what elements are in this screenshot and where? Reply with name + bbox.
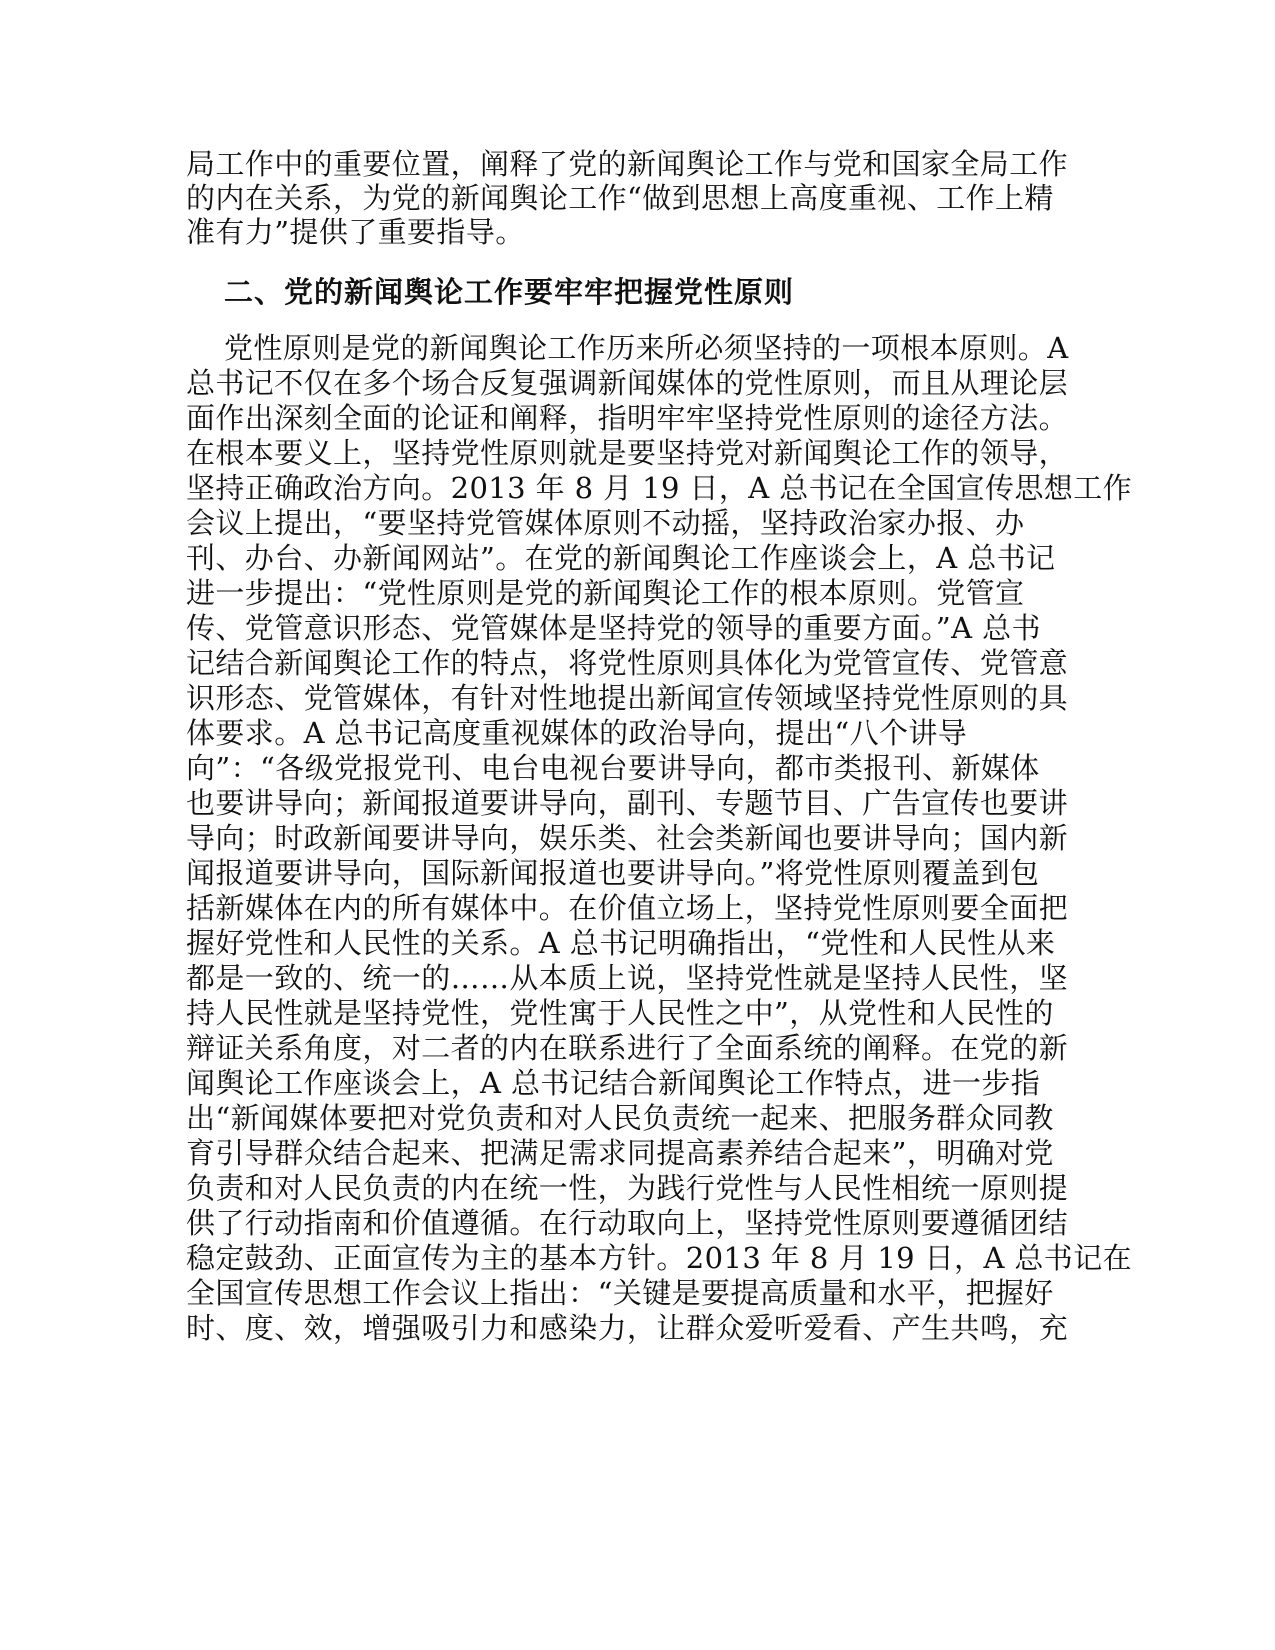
text-line: 时、度、效，增强吸引力和感染力，让群众爱听爱看、产生共鸣，充 bbox=[186, 1311, 1069, 1345]
text-line: 闻报道要讲导向，国际新闻报道也要讲导向。”将党性原则覆盖到包 bbox=[186, 856, 1040, 890]
text-line: 进一步提出：“党性原则是党的新闻舆论工作的根本原则。党管宣 bbox=[186, 576, 1025, 610]
text-line: 记结合新闻舆论工作的特点，将党性原则具体化为党管宣传、党管意 bbox=[186, 646, 1069, 680]
text-line: 出“新闻媒体要把对党负责和对人民负责统一起来、把服务群众同教 bbox=[186, 1101, 1054, 1135]
text-line: 全国宣传思想工作会议上指出：“关键是要提高质量和水平，把握好 bbox=[186, 1276, 1054, 1310]
section-heading: 二、党的新闻舆论工作要牢牢把握党性原则 bbox=[224, 275, 795, 309]
text-line: 的内在关系，为党的新闻舆论工作“做到思想上高度重视、工作上精 bbox=[186, 181, 1054, 215]
text-line: 局工作中的重要位置，阐释了党的新闻舆论工作与党和国家全局工作 bbox=[186, 147, 1069, 181]
text-line: 坚持正确政治方向。2013 年 8 月 19 日，A 总书记在全国宣传思想工作 bbox=[186, 471, 1133, 505]
text-line: 刊、办台、办新闻网站”。在党的新闻舆论工作座谈会上，A 总书记 bbox=[186, 541, 1056, 575]
text-line: 准有力”提供了重要指导。 bbox=[186, 215, 525, 249]
text-line: 在根本要义上，坚持党性原则就是要坚持党对新闻舆论工作的领导， bbox=[186, 436, 1069, 470]
text-line: 辩证关系角度，对二者的内在联系进行了全面系统的阐释。在党的新 bbox=[186, 1031, 1069, 1065]
text-line: 识形态、党管媒体，有针对性地提出新闻宣传领域坚持党性原则的具 bbox=[186, 681, 1069, 715]
text-line: 握好党性和人民性的关系。A 总书记明确指出，“党性和人民性从来 bbox=[186, 926, 1056, 960]
text-line: 括新媒体在内的所有媒体中。在价值立场上，坚持党性原则要全面把 bbox=[186, 891, 1069, 925]
text-line: 向”：“各级党报党刊、电台电视台要讲导向，都市类报刊、新媒体 bbox=[186, 751, 1040, 785]
text-line: 负责和对人民负责的内在统一性，为践行党性与人民性相统一原则提 bbox=[186, 1171, 1069, 1205]
text-line: 传、党管意识形态、党管媒体是坚持党的领导的重要方面。”A 总书 bbox=[186, 611, 1041, 645]
text-line: 导向；时政新闻要讲导向，娱乐类、社会类新闻也要讲导向；国内新 bbox=[186, 821, 1069, 855]
text-line: 党性原则是党的新闻舆论工作历来所必须坚持的一项根本原则。A bbox=[224, 331, 1069, 365]
text-line: 体要求。A 总书记高度重视媒体的政治导向，提出“八个讲导 bbox=[186, 716, 968, 750]
text-line: 也要讲导向；新闻报道要讲导向，副刊、专题节目、广告宣传也要讲 bbox=[186, 786, 1069, 820]
text-line: 持人民性就是坚持党性，党性寓于人民性之中”，从党性和人民性的 bbox=[186, 996, 1054, 1030]
text-line: 育引导群众结合起来、把满足需求同提高素养结合起来”，明确对党 bbox=[186, 1136, 1054, 1170]
text-line: 面作出深刻全面的论证和阐释，指明牢牢坚持党性原则的途径方法。 bbox=[186, 401, 1069, 435]
text-line: 都是一致的、统一的……从本质上说，坚持党性就是坚持人民性，坚 bbox=[186, 961, 1069, 995]
text-line: 供了行动指南和价值遵循。在行动取向上，坚持党性原则要遵循团结 bbox=[186, 1206, 1069, 1240]
text-line: 总书记不仅在多个场合反复强调新闻媒体的党性原则，而且从理论层 bbox=[186, 366, 1069, 400]
text-line: 会议上提出，“要坚持党管媒体原则不动摇，坚持政治家办报、办 bbox=[186, 506, 1025, 540]
text-line: 闻舆论工作座谈会上，A 总书记结合新闻舆论工作特点，进一步指 bbox=[186, 1066, 1041, 1100]
text-line: 稳定鼓劲、正面宣传为主的基本方针。2013 年 8 月 19 日，A 总书记在 bbox=[186, 1241, 1133, 1275]
